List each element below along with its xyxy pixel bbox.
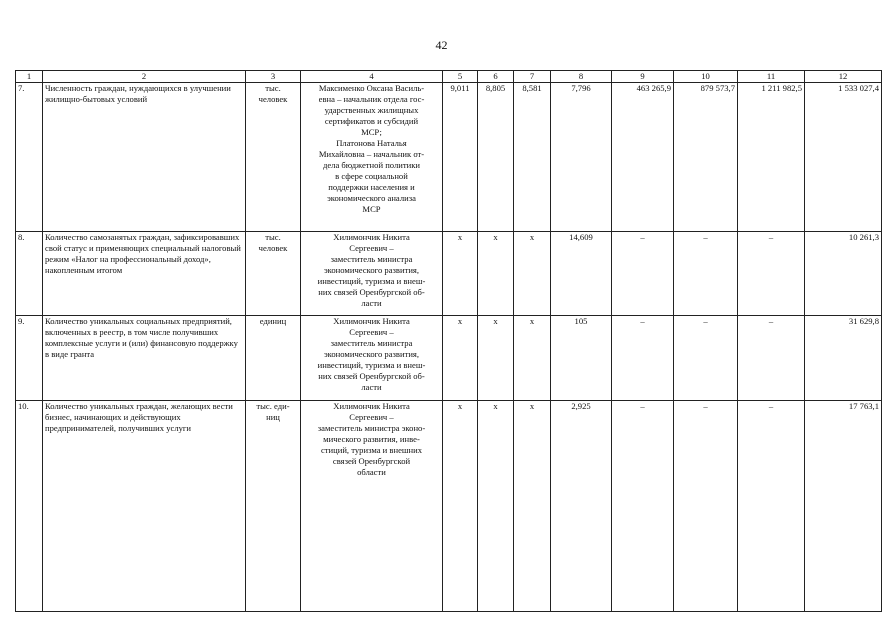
responsible-cell: Максименко Оксана Василь- евна – начальник отдела гос- ударственных жилищных сертификатов и субсидий МСР; Платонова Наталья Михайловна – начальник от- дела бюджетной политики в сфере социальной поддержки населения и экономического анализа МСР xyxy=(301,83,443,232)
column-header: 8 xyxy=(551,71,612,83)
value-col-10: 879 573,7 xyxy=(674,83,738,232)
value-col-8: 7,796 xyxy=(551,83,612,232)
indicators-table xyxy=(15,70,882,612)
value-col-7: 8,581 xyxy=(514,83,551,232)
value-col-8: 2,925 xyxy=(551,401,612,612)
value-col-7: х xyxy=(514,316,551,401)
table-row xyxy=(16,83,882,232)
unit-cell: тыс. человек xyxy=(246,83,301,232)
unit-cell: единиц xyxy=(246,316,301,401)
value-col-10: – xyxy=(674,316,738,401)
value-col-10: – xyxy=(674,401,738,612)
table-row xyxy=(16,401,882,612)
value-col-6: х xyxy=(478,316,514,401)
indicator-name: Количество уникальных социальных предприятий, включенных в реестр, в том числе получивших комплексные услуги и (или) финансовую поддержку в виде гранта xyxy=(43,316,246,401)
column-header: 10 xyxy=(674,71,738,83)
value-col-6: х xyxy=(478,232,514,316)
column-header: 9 xyxy=(612,71,674,83)
page-number: 42 xyxy=(435,38,448,52)
table-row xyxy=(16,232,882,316)
value-col-12: 1 533 027,4 xyxy=(805,83,882,232)
responsible-cell: Хилимончик Никита Сергеевич – заместитель министра эконо- мического развития, инве- стиций, туризма и внешних связей Оренбургской области xyxy=(301,401,443,612)
row-number: 10. xyxy=(16,401,43,612)
column-header: 3 xyxy=(246,71,301,83)
column-header: 2 xyxy=(43,71,246,83)
row-number: 7. xyxy=(16,83,43,232)
column-header: 11 xyxy=(738,71,805,83)
value-col-11: – xyxy=(738,232,805,316)
column-header: 7 xyxy=(514,71,551,83)
column-header: 5 xyxy=(443,71,478,83)
row-number: 8. xyxy=(16,232,43,316)
column-header: 6 xyxy=(478,71,514,83)
value-col-6: х xyxy=(478,401,514,612)
row-number: 9. xyxy=(16,316,43,401)
responsible-cell: Хилимончик Никита Сергеевич – заместитель министра экономического развития, инвестиций, туризма и внеш- них связей Оренбургской об- ласти xyxy=(301,316,443,401)
unit-cell: тыс. еди- ниц xyxy=(246,401,301,612)
indicator-name: Количество уникальных граждан, желающих вести бизнес, начинающих и действующих предпринимателей, получивших услуги xyxy=(43,401,246,612)
value-col-12: 10 261,3 xyxy=(805,232,882,316)
value-col-7: х xyxy=(514,232,551,316)
indicator-name: Численность граждан, нуждающихся в улучшении жилищно-бытовых условий xyxy=(43,83,246,232)
value-col-10: – xyxy=(674,232,738,316)
value-col-9: 463 265,9 xyxy=(612,83,674,232)
value-col-5: х xyxy=(443,316,478,401)
value-col-5: 9,011 xyxy=(443,83,478,232)
responsible-cell: Хилимончик Никита Сергеевич – заместитель министра экономического развития, инвестиций, туризма и внеш- них связей Оренбургской об- ласти xyxy=(301,232,443,316)
value-col-7: х xyxy=(514,401,551,612)
column-header: 12 xyxy=(805,71,882,83)
column-header: 4 xyxy=(301,71,443,83)
column-header: 1 xyxy=(16,71,43,83)
value-col-5: х xyxy=(443,232,478,316)
value-col-11: – xyxy=(738,401,805,612)
value-col-12: 31 629,8 xyxy=(805,316,882,401)
value-col-5: х xyxy=(443,401,478,612)
table-row xyxy=(16,316,882,401)
value-col-8: 105 xyxy=(551,316,612,401)
value-col-8: 14,609 xyxy=(551,232,612,316)
indicator-name: Количество самозанятых граждан, зафиксировавших свой статус и применяющих специальный налоговый режим «Налог на профессиональный доход», накопленным итогом xyxy=(43,232,246,316)
value-col-9: – xyxy=(612,401,674,612)
value-col-11: – xyxy=(738,316,805,401)
header-row xyxy=(16,71,882,83)
value-col-11: 1 211 982,5 xyxy=(738,83,805,232)
value-col-12: 17 763,1 xyxy=(805,401,882,612)
value-col-9: – xyxy=(612,316,674,401)
value-col-9: – xyxy=(612,232,674,316)
value-col-6: 8,805 xyxy=(478,83,514,232)
unit-cell: тыс. человек xyxy=(246,232,301,316)
